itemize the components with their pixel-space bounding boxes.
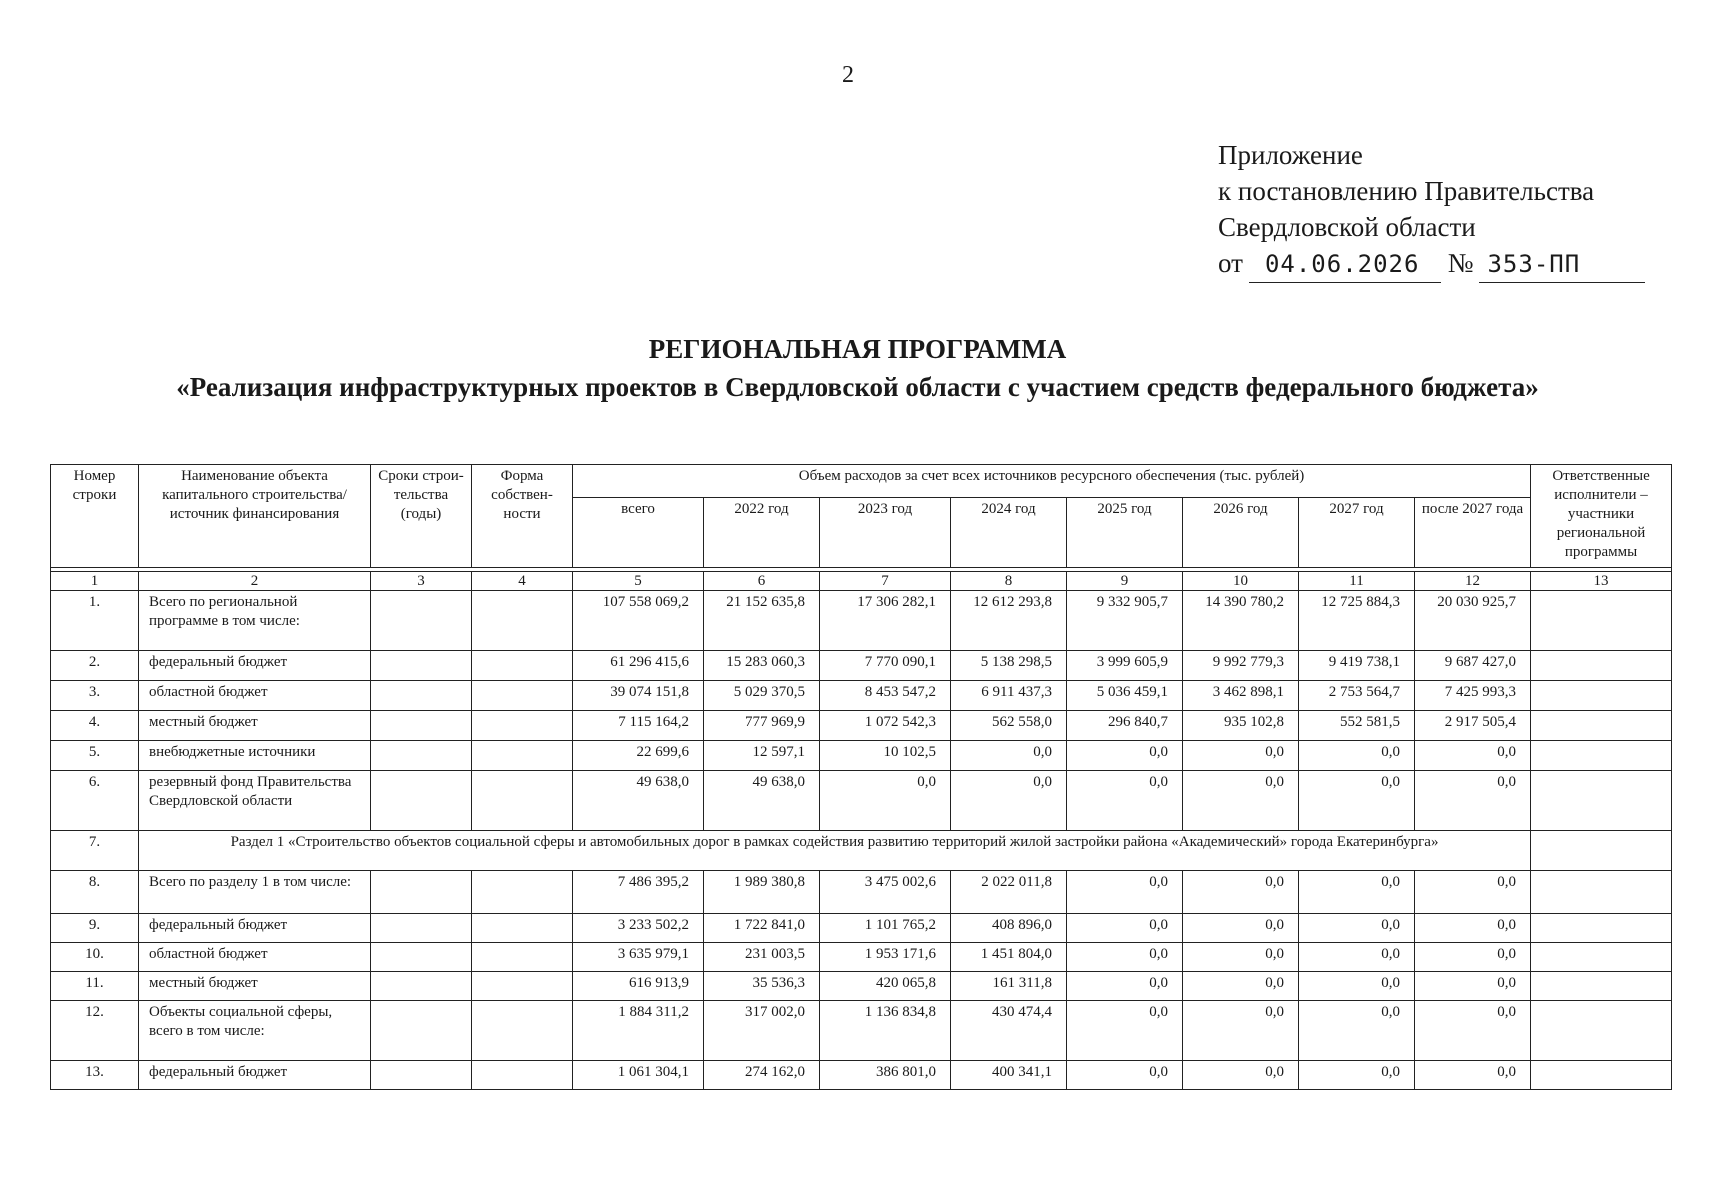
ownership-form-cell [472, 1061, 573, 1090]
table-row [51, 1001, 1672, 1061]
row-number-cell: 11. [51, 972, 139, 1001]
expense-value-cell: 0,0 [1183, 1061, 1299, 1090]
executors-cell [1531, 771, 1672, 831]
row-number-cell: 1. [51, 591, 139, 651]
header-total: всего [573, 498, 704, 568]
expense-value-cell: 0,0 [1299, 1001, 1415, 1061]
expense-value-cell: 0,0 [1183, 741, 1299, 771]
expense-value-cell: 0,0 [1067, 943, 1183, 972]
expense-value-cell: 12 725 884,3 [1299, 591, 1415, 651]
expense-value-cell: 0,0 [1415, 871, 1531, 914]
executors-cell [1531, 943, 1672, 972]
column-index: 5 [573, 572, 704, 591]
column-index: 4 [472, 572, 573, 591]
program-title: РЕГИОНАЛЬНАЯ ПРОГРАММА [648, 334, 1067, 364]
expense-value-cell: 107 558 069,2 [573, 591, 704, 651]
row-number-cell: 7. [51, 831, 139, 871]
expense-value-cell: 9 992 779,3 [1183, 651, 1299, 681]
row-number-cell: 6. [51, 771, 139, 831]
expense-value-cell: 0,0 [1183, 972, 1299, 1001]
column-index: 7 [820, 572, 951, 591]
expense-value-cell: 0,0 [1299, 871, 1415, 914]
expense-value-cell: 430 474,4 [951, 1001, 1067, 1061]
header-2023: 2023 год [820, 498, 951, 568]
expense-value-cell: 0,0 [1299, 972, 1415, 1001]
row-number-cell: 12. [51, 1001, 139, 1061]
expense-value-cell: 6 911 437,3 [951, 681, 1067, 711]
expense-value-cell: 21 152 635,8 [704, 591, 820, 651]
expense-value-cell: 7 425 993,3 [1415, 681, 1531, 711]
construction-period-cell [371, 871, 472, 914]
expense-value-cell: 9 332 905,7 [1067, 591, 1183, 651]
expense-value-cell: 0,0 [1067, 1061, 1183, 1090]
expense-value-cell: 7 486 395,2 [573, 871, 704, 914]
ownership-form-cell [472, 914, 573, 943]
construction-period-cell [371, 771, 472, 831]
table-row [51, 871, 1672, 914]
expense-value-cell: 1 101 765,2 [820, 914, 951, 943]
column-index: 11 [1299, 572, 1415, 591]
object-name-cell: федеральный бюджет [139, 1061, 371, 1090]
expense-value-cell: 161 311,8 [951, 972, 1067, 1001]
expense-value-cell: 0,0 [1415, 1061, 1531, 1090]
expense-value-cell: 0,0 [1415, 914, 1531, 943]
expense-value-cell: 0,0 [951, 741, 1067, 771]
expense-value-cell: 49 638,0 [573, 771, 704, 831]
expense-value-cell: 1 953 171,6 [820, 943, 951, 972]
ownership-form-cell [472, 681, 573, 711]
construction-period-cell [371, 914, 472, 943]
ownership-form-cell [472, 711, 573, 741]
expense-value-cell: 3 635 979,1 [573, 943, 704, 972]
construction-period-cell [371, 943, 472, 972]
object-name-cell: Объекты социальной сферы, всего в том числе: [139, 1001, 371, 1061]
expense-value-cell: 2 022 011,8 [951, 871, 1067, 914]
page-number: 2 [842, 62, 854, 88]
construction-period-cell [371, 651, 472, 681]
expense-value-cell: 1 989 380,8 [704, 871, 820, 914]
expense-value-cell: 0,0 [1299, 943, 1415, 972]
expense-value-cell: 7 770 090,1 [820, 651, 951, 681]
table-row [51, 711, 1672, 741]
table-row [51, 1061, 1672, 1090]
approval-date: 04.06.2026 [1249, 246, 1441, 283]
expense-value-cell: 296 840,7 [1067, 711, 1183, 741]
column-index: 8 [951, 572, 1067, 591]
expense-value-cell: 0,0 [820, 771, 951, 831]
date-prefix: от [1218, 248, 1243, 278]
header-expenses-group: Объем расходов за счет всех источников ресурсного обеспечения (тыс. рублей) [573, 465, 1531, 498]
expense-value-cell: 15 283 060,3 [704, 651, 820, 681]
column-index: 9 [1067, 572, 1183, 591]
expense-value-cell: 408 896,0 [951, 914, 1067, 943]
construction-period-cell [371, 972, 472, 1001]
row-number-cell: 13. [51, 1061, 139, 1090]
executors-cell [1531, 871, 1672, 914]
expense-value-cell: 1 136 834,8 [820, 1001, 951, 1061]
program-subtitle: «Реализация инфраструктурных проектов в Свердловской области с участием средств федерального бюджета» [176, 372, 1539, 402]
expense-value-cell: 0,0 [1415, 943, 1531, 972]
table-body [51, 568, 1672, 1090]
executors-cell [1531, 591, 1672, 651]
executors-cell [1531, 972, 1672, 1001]
expense-value-cell: 0,0 [951, 771, 1067, 831]
ownership-form-cell [472, 1001, 573, 1061]
expense-value-cell: 0,0 [1299, 771, 1415, 831]
construction-period-cell [371, 711, 472, 741]
expense-value-cell: 400 341,1 [951, 1061, 1067, 1090]
column-index: 1 [51, 572, 139, 591]
expense-value-cell: 0,0 [1067, 871, 1183, 914]
expense-value-cell: 5 036 459,1 [1067, 681, 1183, 711]
expense-value-cell: 49 638,0 [704, 771, 820, 831]
expense-value-cell: 2 753 564,7 [1299, 681, 1415, 711]
expense-value-cell: 0,0 [1183, 1001, 1299, 1061]
construction-period-cell [371, 591, 472, 651]
executors-cell [1531, 711, 1672, 741]
expense-value-cell: 5 138 298,5 [951, 651, 1067, 681]
expense-value-cell: 1 451 804,0 [951, 943, 1067, 972]
expense-value-cell: 7 115 164,2 [573, 711, 704, 741]
object-name-cell: областной бюджет [139, 943, 371, 972]
expense-value-cell: 552 581,5 [1299, 711, 1415, 741]
ownership-form-cell [472, 943, 573, 972]
expense-value-cell: 274 162,0 [704, 1061, 820, 1090]
expense-value-cell: 616 913,9 [573, 972, 704, 1001]
construction-period-cell [371, 1001, 472, 1061]
object-name-cell: местный бюджет [139, 972, 371, 1001]
expense-value-cell: 1 884 311,2 [573, 1001, 704, 1061]
object-name-cell: областной бюджет [139, 681, 371, 711]
header-2027: 2027 год [1299, 498, 1415, 568]
row-number-cell: 8. [51, 871, 139, 914]
ownership-form-cell [472, 972, 573, 1001]
expense-value-cell: 10 102,5 [820, 741, 951, 771]
approval-line-2: к постановлению Правительства [1218, 176, 1595, 206]
header-after-2027: после 2027 года [1415, 498, 1531, 568]
table-row [51, 741, 1672, 771]
object-name-cell: Всего по разделу 1 в том числе: [139, 871, 371, 914]
expense-value-cell: 777 969,9 [704, 711, 820, 741]
program-table [50, 464, 1672, 1090]
expense-value-cell: 61 296 415,6 [573, 651, 704, 681]
object-name-cell: внебюджетные источники [139, 741, 371, 771]
row-number-cell: 4. [51, 711, 139, 741]
expense-value-cell: 3 475 002,6 [820, 871, 951, 914]
expense-value-cell: 317 002,0 [704, 1001, 820, 1061]
expense-value-cell: 22 699,6 [573, 741, 704, 771]
expense-value-cell: 9 419 738,1 [1299, 651, 1415, 681]
expense-value-cell: 0,0 [1415, 1001, 1531, 1061]
header-object-name: Наименование объекта капитального строительства/источник финансирования [139, 465, 371, 568]
column-index: 2 [139, 572, 371, 591]
column-index: 3 [371, 572, 472, 591]
column-index-row [51, 572, 1672, 591]
expense-value-cell: 0,0 [1183, 943, 1299, 972]
executors-cell [1531, 831, 1672, 871]
executors-cell [1531, 914, 1672, 943]
expense-value-cell: 3 999 605,9 [1067, 651, 1183, 681]
expense-value-cell: 1 072 542,3 [820, 711, 951, 741]
expense-value-cell: 20 030 925,7 [1415, 591, 1531, 651]
ownership-form-cell [472, 871, 573, 914]
expense-value-cell: 0,0 [1067, 1001, 1183, 1061]
executors-cell [1531, 1061, 1672, 1090]
row-number-cell: 9. [51, 914, 139, 943]
table-row [51, 914, 1672, 943]
expense-value-cell: 39 074 151,8 [573, 681, 704, 711]
approval-number: 353-ПП [1479, 246, 1645, 283]
expense-value-cell: 231 003,5 [704, 943, 820, 972]
table-row [51, 651, 1672, 681]
ownership-form-cell [472, 741, 573, 771]
expense-value-cell: 14 390 780,2 [1183, 591, 1299, 651]
table-row [51, 943, 1672, 972]
expense-value-cell: 0,0 [1067, 914, 1183, 943]
approval-date-line [1218, 245, 1645, 283]
approval-line-3: Свердловской области [1218, 212, 1476, 242]
table-row [51, 771, 1672, 831]
expense-value-cell: 0,0 [1415, 771, 1531, 831]
header-2026: 2026 год [1183, 498, 1299, 568]
header-ownership-form: Форма собствен-ности [472, 465, 573, 568]
approval-block [1218, 137, 1645, 283]
executors-cell [1531, 681, 1672, 711]
row-number-cell: 5. [51, 741, 139, 771]
expense-value-cell: 1 722 841,0 [704, 914, 820, 943]
object-name-cell: федеральный бюджет [139, 651, 371, 681]
header-2024: 2024 год [951, 498, 1067, 568]
executors-cell [1531, 651, 1672, 681]
construction-period-cell [371, 741, 472, 771]
expense-value-cell: 0,0 [1067, 741, 1183, 771]
header-executors: Ответственные исполнители – участники региональной программы [1531, 465, 1672, 568]
row-number-cell: 3. [51, 681, 139, 711]
expense-value-cell: 562 558,0 [951, 711, 1067, 741]
expense-value-cell: 0,0 [1415, 741, 1531, 771]
ownership-form-cell [472, 771, 573, 831]
object-name-cell: резервный фонд Правительства Свердловской области [139, 771, 371, 831]
expense-value-cell: 1 061 304,1 [573, 1061, 704, 1090]
header-2022: 2022 год [704, 498, 820, 568]
expense-value-cell: 35 536,3 [704, 972, 820, 1001]
row-number-cell: 10. [51, 943, 139, 972]
expense-value-cell: 3 233 502,2 [573, 914, 704, 943]
expense-value-cell: 8 453 547,2 [820, 681, 951, 711]
number-prefix: № [1447, 248, 1474, 278]
object-name-cell: федеральный бюджет [139, 914, 371, 943]
expense-value-cell: 0,0 [1299, 914, 1415, 943]
column-index: 6 [704, 572, 820, 591]
expense-value-cell: 0,0 [1183, 914, 1299, 943]
construction-period-cell [371, 1061, 472, 1090]
ownership-form-cell [472, 591, 573, 651]
expense-value-cell: 420 065,8 [820, 972, 951, 1001]
table-row [51, 591, 1672, 651]
expense-value-cell: 2 917 505,4 [1415, 711, 1531, 741]
expense-value-cell: 0,0 [1415, 972, 1531, 1001]
executors-cell [1531, 1001, 1672, 1061]
header-construction-period: Сроки строи-тельства (годы) [371, 465, 472, 568]
object-name-cell: Всего по региональной программе в том числе: [139, 591, 371, 651]
expense-value-cell: 17 306 282,1 [820, 591, 951, 651]
table-row [51, 972, 1672, 1001]
construction-period-cell [371, 681, 472, 711]
expense-value-cell: 0,0 [1067, 771, 1183, 831]
table-row [51, 831, 1672, 871]
expense-value-cell: 5 029 370,5 [704, 681, 820, 711]
table-row [51, 681, 1672, 711]
expense-value-cell: 0,0 [1183, 871, 1299, 914]
object-name-cell: местный бюджет [139, 711, 371, 741]
header-row-number: Номер строки [51, 465, 139, 568]
expense-value-cell: 935 102,8 [1183, 711, 1299, 741]
expense-value-cell: 0,0 [1183, 771, 1299, 831]
expense-value-cell: 3 462 898,1 [1183, 681, 1299, 711]
header-2025: 2025 год [1067, 498, 1183, 568]
expense-value-cell: 12 612 293,8 [951, 591, 1067, 651]
column-index: 13 [1531, 572, 1672, 591]
ownership-form-cell [472, 651, 573, 681]
expense-value-cell: 0,0 [1299, 1061, 1415, 1090]
expense-value-cell: 386 801,0 [820, 1061, 951, 1090]
column-index: 10 [1183, 572, 1299, 591]
expense-value-cell: 12 597,1 [704, 741, 820, 771]
row-number-cell: 2. [51, 651, 139, 681]
approval-line-1: Приложение [1218, 140, 1363, 170]
expense-value-cell: 0,0 [1067, 972, 1183, 1001]
section-title-cell: Раздел 1 «Строительство объектов социальной сферы и автомобильных дорог в рамках содействия развитию территорий жилой застройки района «Академический» города Екатеринбурга» [139, 831, 1531, 871]
column-index: 12 [1415, 572, 1531, 591]
executors-cell [1531, 741, 1672, 771]
expense-value-cell: 0,0 [1299, 741, 1415, 771]
expense-value-cell: 9 687 427,0 [1415, 651, 1531, 681]
